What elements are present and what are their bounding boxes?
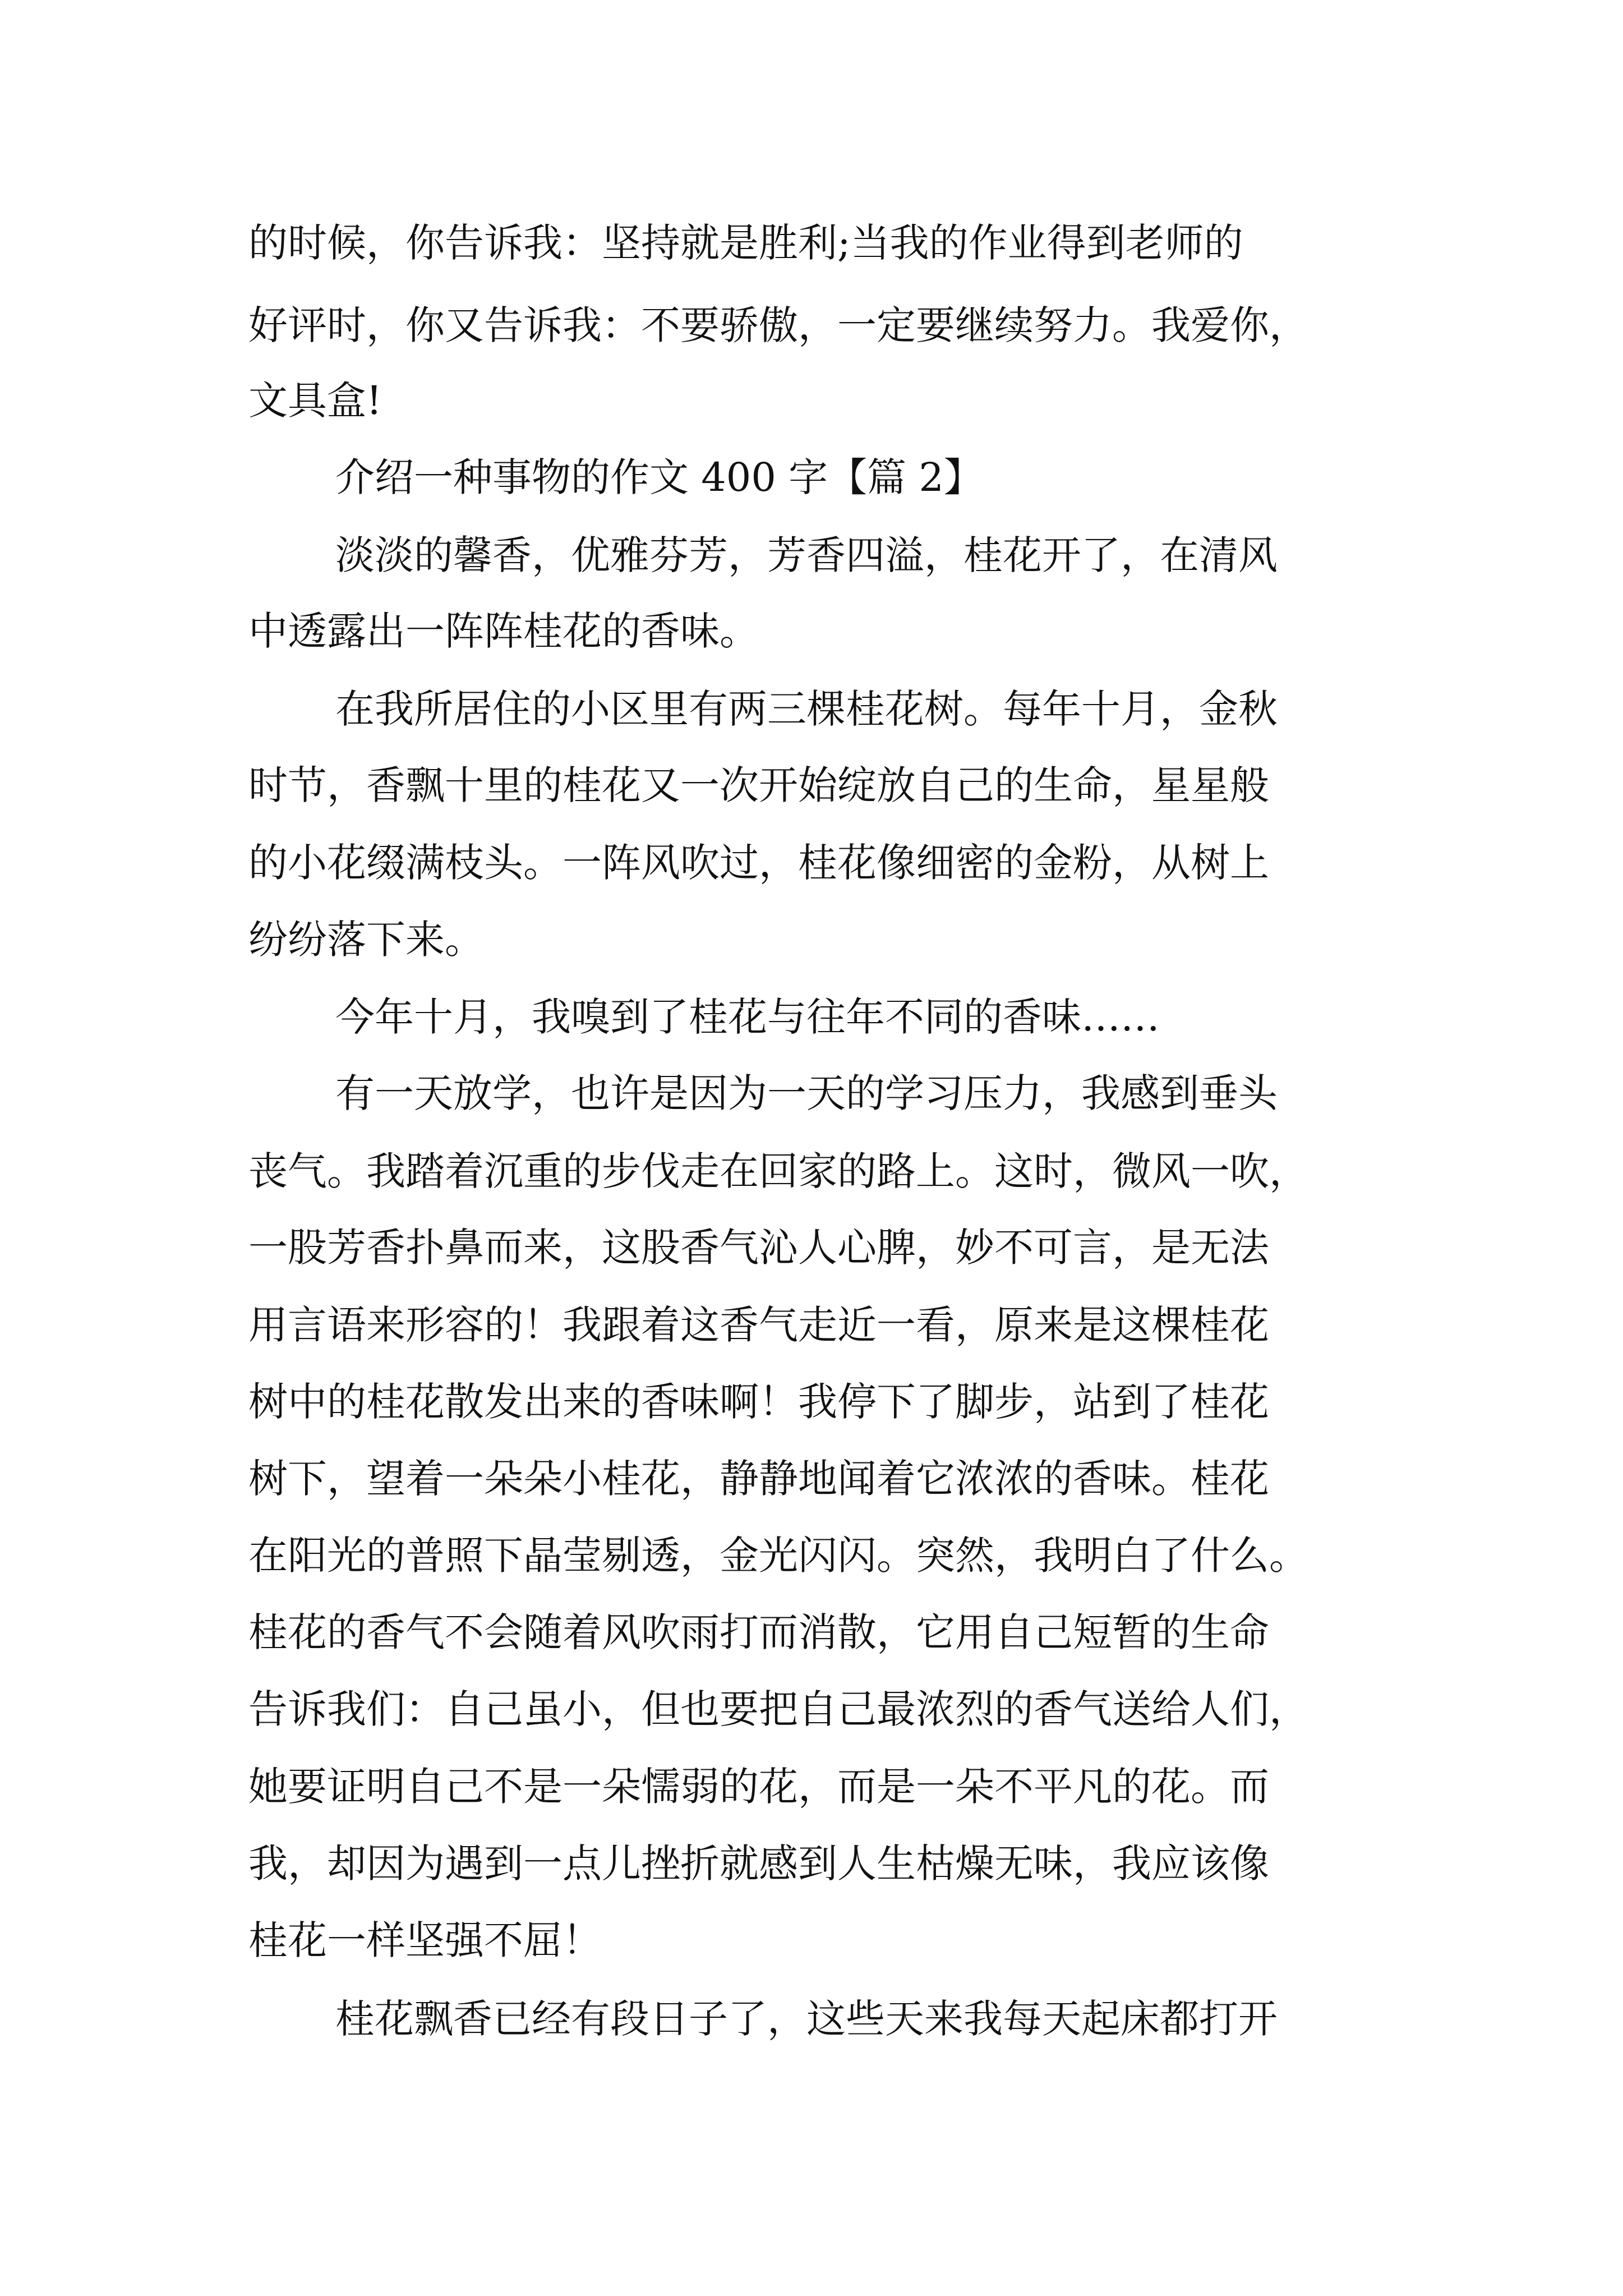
- text-line: 文具盒!: [248, 378, 382, 424]
- section-heading: 介绍一种事物的作文 400 字【篇 2】: [335, 454, 983, 500]
- text-line: 树下，望着一朵朵小桂花，静静地闻着它浓浓的香味。桂花: [248, 1456, 1269, 1502]
- text-line: 桂花的香气不会随着风吹雨打而消散，它用自己短暂的生命: [248, 1609, 1269, 1655]
- text-line: 丧气。我踏着沉重的步伐走在回家的路上。这时，微风一吹，: [248, 1148, 1308, 1194]
- text-line: 在我所居住的小区里有两三棵桂花树。每年十月，金秋: [335, 686, 1278, 732]
- text-line: 我，却因为遇到一点儿挫折就感到人生枯燥无味，我应该像: [248, 1841, 1269, 1887]
- text-line: 好评时，你又告诉我：不要骄傲，一定要继续努力。我爱你，: [248, 302, 1308, 348]
- text-line: 的时候，你告诉我：坚持就是胜利;当我的作业得到老师的: [248, 220, 1243, 266]
- text-line: 树中的桂花散发出来的香味啊！我停下了脚步，站到了桂花: [248, 1379, 1269, 1425]
- text-line: 今年十月，我嗅到了桂花与往年不同的香味……: [335, 994, 1160, 1040]
- text-line: 她要证明自己不是一朵懦弱的花，而是一朵不平凡的花。而: [248, 1764, 1269, 1810]
- text-line: 桂花一样坚强不屈！: [248, 1917, 602, 1963]
- text-line: 淡淡的馨香，优雅芬芳，芳香四溢，桂花开了，在清风: [335, 532, 1278, 578]
- text-line: 一股芳香扑鼻而来，这股香气沁人心脾，妙不可言，是无法: [248, 1225, 1269, 1271]
- text-line: 用言语来形容的！我跟着这香气走近一看，原来是这棵桂花: [248, 1302, 1269, 1348]
- text-line: 有一天放学，也许是因为一天的学习压力，我感到垂头: [335, 1070, 1278, 1116]
- text-line: 中透露出一阵阵桂花的香味。: [248, 608, 759, 654]
- text-line: 告诉我们：自己虽小，但也要把自己最浓烈的香气送给人们，: [248, 1686, 1308, 1732]
- text-line: 时节，香飘十里的桂花又一次开始绽放自己的生命，星星般: [248, 762, 1269, 808]
- text-line: 的小花缀满枝头。一阵风吹过，桂花像细密的金粉，从树上: [248, 840, 1269, 886]
- text-line: 纷纷落下来。: [248, 917, 484, 963]
- text-line: 桂花飘香已经有段日子了，这些天来我每天起床都打开: [335, 1996, 1278, 2042]
- text-line: 在阳光的普照下晶莹剔透，金光闪闪。突然，我明白了什么。: [248, 1533, 1308, 1579]
